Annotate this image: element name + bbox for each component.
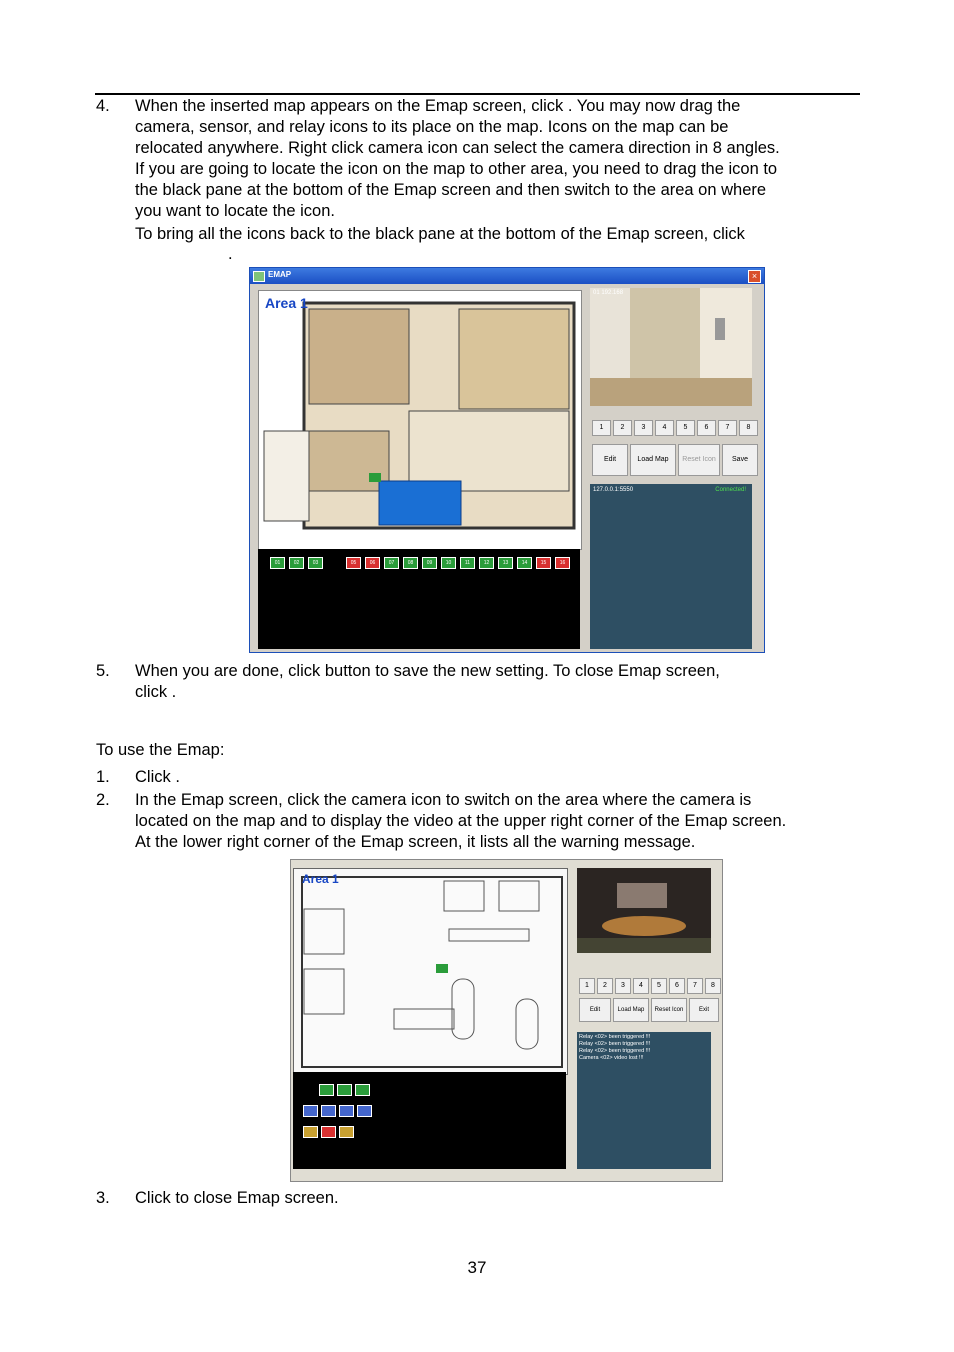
icon-pane[interactable] [293, 1072, 566, 1169]
step-5-text-1: When you are done, click button to save the new setting. To close Emap screen, [135, 662, 720, 680]
floor-plan-map[interactable] [258, 290, 582, 550]
use-step-3-text: Click to close Emap screen. [135, 1189, 339, 1207]
use-step-2-text-1: In the Emap screen, click the camera icon to switch on the area where the camera is [135, 791, 752, 809]
sensor-chip[interactable] [321, 1105, 336, 1117]
area-label: Area 1 [265, 295, 308, 311]
use-step-2-number: 2. [96, 791, 110, 809]
emap-screenshot-1 [249, 267, 765, 653]
step-4-text-5: the black pane at the bottom of the Emap screen and then switch to the area on where [135, 181, 767, 199]
step-4-text-2: camera, sensor, and relay icons to its place on the map. Icons on the map can be [135, 118, 729, 136]
edit-button[interactable]: Edit [592, 444, 628, 476]
sensor-chip[interactable] [357, 1105, 372, 1117]
camera-button-3[interactable]: 3 [634, 420, 653, 436]
use-intro: To use the Emap: [96, 741, 225, 759]
reset-icon-button[interactable]: Reset Icon [651, 998, 687, 1022]
camera-button-4[interactable]: 4 [655, 420, 674, 436]
status-text: Connected! [715, 487, 746, 493]
sensor-chip[interactable]: 11 [460, 557, 475, 569]
use-step-2-text-2: located on the map and to display the video at the upper right corner of the Emap screen. [135, 812, 787, 830]
close-icon[interactable]: × [748, 270, 761, 283]
camera-chip[interactable]: 03 [308, 557, 323, 569]
save-button[interactable]: Save [722, 444, 758, 476]
camera-view [577, 868, 711, 953]
edit-button[interactable]: Edit [579, 998, 611, 1022]
relay-chip[interactable]: 15 [536, 557, 551, 569]
sensor-chip[interactable]: 08 [403, 557, 418, 569]
step-4-text-7: To bring all the icons back to the black pane at the bottom of the Emap screen, click [135, 225, 745, 243]
warning-message: Camera <02> video lost !!! [579, 1055, 644, 1061]
use-step-2-text-3: At the lower right corner of the Emap screen, it lists all the warning message. [135, 833, 696, 851]
sensor-chip[interactable]: 07 [384, 557, 399, 569]
emap-app-icon [253, 271, 265, 282]
camera-button-1[interactable]: 1 [579, 978, 595, 994]
area-label: Area 1 [302, 872, 339, 886]
step-5-number: 5. [96, 662, 110, 680]
sensor-chip[interactable]: 10 [441, 557, 456, 569]
load-map-button[interactable]: Load Map [613, 998, 649, 1022]
relay-chip[interactable]: 16 [555, 557, 570, 569]
office-plan-image [294, 869, 567, 1074]
floor-plan-map[interactable] [293, 868, 568, 1075]
step-4-text-1: When the inserted map appears on the Emap screen, click . You may now drag the [135, 97, 741, 115]
use-step-3-number: 3. [96, 1189, 110, 1207]
sensor-chip[interactable]: 14 [517, 557, 532, 569]
relay-chip[interactable] [339, 1126, 354, 1138]
conference-room-image [577, 868, 711, 953]
message-panel [590, 484, 752, 649]
sensor-chip[interactable]: 13 [498, 557, 513, 569]
camera-view [590, 288, 752, 406]
header-rule [95, 93, 860, 95]
status-ip: 127.0.0.1:5550 [593, 487, 634, 493]
camera-button-7[interactable]: 7 [687, 978, 703, 994]
warning-message: Relay <02> been triggered !!! [579, 1034, 651, 1040]
camera-button-8[interactable]: 8 [705, 978, 721, 994]
floor-plan-image [259, 291, 581, 549]
camera-button-2[interactable]: 2 [613, 420, 632, 436]
camera-button-5[interactable]: 5 [651, 978, 667, 994]
use-step-1-text: Click . [135, 768, 180, 786]
camera-button-6[interactable]: 6 [697, 420, 716, 436]
warning-message-list [577, 1032, 711, 1169]
camera-button-1[interactable]: 1 [592, 420, 611, 436]
sensor-chip[interactable] [339, 1105, 354, 1117]
camera-button-4[interactable]: 4 [633, 978, 649, 994]
camera-button-8[interactable]: 8 [739, 420, 758, 436]
step-4-number: 4. [96, 97, 110, 115]
relay-chip[interactable] [321, 1126, 336, 1138]
step-4-text-3: relocated anywhere. Right click camera icon can select the camera direction in 8 angles. [135, 139, 780, 157]
page-number: 37 [467, 1258, 487, 1277]
step-4-text-4: If you are going to locate the icon on the map to other area, you need to drag the icon to [135, 160, 778, 178]
exit-button[interactable]: Exit [689, 998, 719, 1022]
camera-chip[interactable]: 01 [270, 557, 285, 569]
camera-chip[interactable] [355, 1084, 370, 1096]
step-5-text-2: click . [135, 683, 177, 701]
camera-chip[interactable] [319, 1084, 334, 1096]
warning-message: Relay <02> been triggered !!! [579, 1041, 651, 1047]
relay-chip[interactable] [303, 1126, 318, 1138]
sensor-chip[interactable] [303, 1105, 318, 1117]
sensor-chip[interactable]: 12 [479, 557, 494, 569]
emap-screenshot-2 [290, 859, 723, 1182]
camera-chip[interactable]: 02 [289, 557, 304, 569]
relay-chip[interactable]: 05 [346, 557, 361, 569]
sensor-chip[interactable]: 09 [422, 557, 437, 569]
camera-button-3[interactable]: 3 [615, 978, 631, 994]
reset-icon-button[interactable]: Reset Icon [678, 444, 720, 476]
camera-label: 01 192.168 [593, 290, 624, 296]
load-map-button[interactable]: Load Map [630, 444, 676, 476]
camera-video-image [590, 288, 752, 406]
step-4-text-8: . [228, 245, 233, 263]
camera-button-2[interactable]: 2 [597, 978, 613, 994]
warning-message: Relay <02> been triggered !!! [579, 1048, 651, 1054]
icon-pane[interactable] [258, 549, 580, 649]
camera-chip[interactable] [337, 1084, 352, 1096]
camera-button-7[interactable]: 7 [718, 420, 737, 436]
camera-button-5[interactable]: 5 [676, 420, 695, 436]
use-step-1-number: 1. [96, 768, 110, 786]
window-title: EMAP [268, 270, 292, 279]
title-bar [250, 268, 764, 284]
relay-chip[interactable]: 06 [365, 557, 380, 569]
camera-button-6[interactable]: 6 [669, 978, 685, 994]
step-4-text-6: you want to locate the icon. [135, 202, 335, 220]
